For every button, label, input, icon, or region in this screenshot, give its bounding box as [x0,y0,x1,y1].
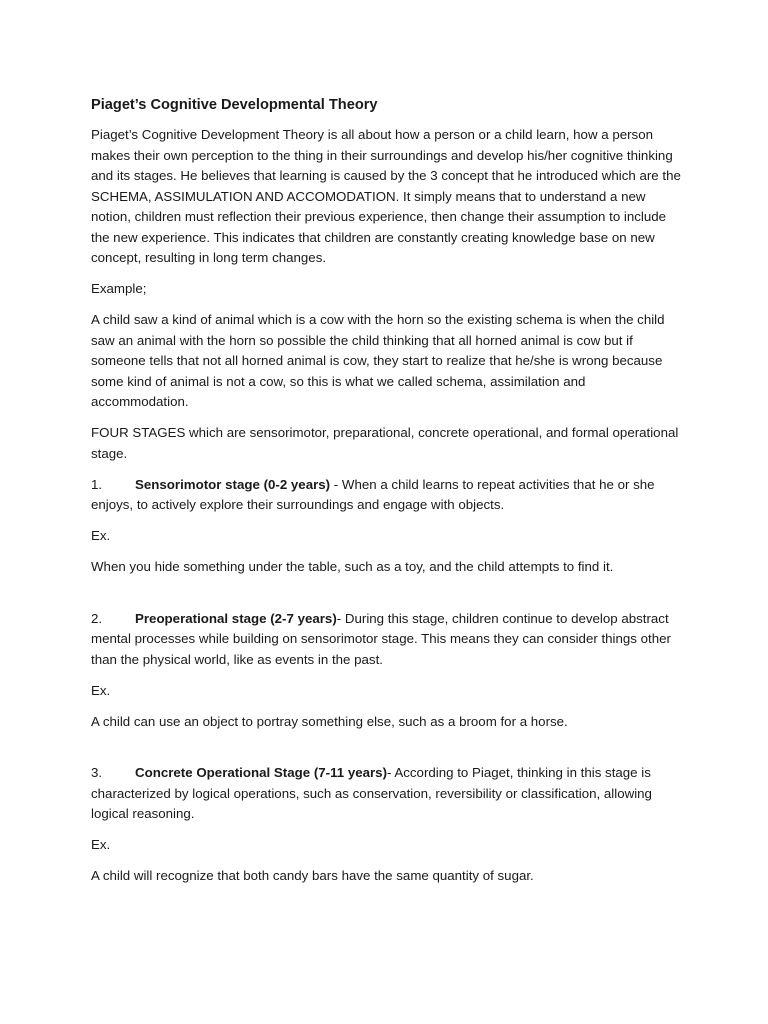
document-body [91,94,681,897]
stage-3-title: Concrete Operational Stage (7-11 years) [135,765,387,780]
stage-1-paragraph [91,475,681,516]
stage-2-title: Preoperational stage (2-7 years) [135,610,337,626]
stage-2-number: 2. [91,610,103,626]
stages-intro-paragraph: FOUR STAGES which are sensorimotor, preparational, concrete operational, and formal operational stage. [91,425,679,461]
spacer [91,588,681,609]
stage-3-paragraph [91,763,681,825]
stage-2-ex-label: Ex. [91,682,111,698]
stage-2-description: - During this stage, children continue to develop abstract mental processes while building on sensorimotor stage. This means they can consider things other than the physical world, like as events in the past. [91,610,671,667]
stage-1-ex-text: When you hide something under the table, such as a toy, and the child attempts to find it. [91,559,614,574]
stage-2-paragraph [91,609,681,671]
stage-1-description: - When a child learns to repeat activities that he or she enjoys, to actively explore their surroundings and engage with objects. [91,476,655,512]
document-title: Piaget’s Cognitive Developmental Theory [91,97,378,113]
example-paragraph: A child saw a kind of animal which is a cow with the horn so the existing schema is when the child saw an animal with the horn so possible the child thinking that all horned animal is cow but if someone tells that not all horned animal is cow, they start to realize that he/she is wrong because some kind of animal is not a cow, so this is what we called schema, assimilation and accommodation. [91,312,665,409]
intro-paragraph: Piaget’s Cognitive Development Theory is all about how a person or a child learn, how a person makes their own perception to the thing in their surroundings and develop his/her cognitive thinking and its stages. He believes that learning is caused by the 3 concept that he introduced which are the SCHEMA, ASSIMULATION AND ACCOMODATION. It simply means that to understand a new notion, children must reflection their previous experience, then change their assumption to include the new experience. This indicates that children are constantly creating knowledge base on new concept, resulting in long term changes. [91,127,681,265]
spacer [91,743,681,764]
stage-1-title: Sensorimotor stage (0-2 years) [135,476,331,492]
stage-2-ex-text: A child can use an object to portray something else, such as a broom for a horse. [91,713,568,729]
stage-1-number: 1. [91,476,103,492]
stage-3-ex-text: A child will recognize that both candy bars have the same quantity of sugar. [91,868,534,883]
example-label: Example; [91,281,147,296]
stage-3-description: - According to Piaget, thinking in this stage is characterized by logical operations, such as conservation, reversibility or classification, allowing logical reasoning. [91,765,652,821]
stage-1-ex-label: Ex. [91,528,111,543]
stage-3-number: 3. [91,765,103,780]
stage-3-ex-label: Ex. [91,837,111,852]
